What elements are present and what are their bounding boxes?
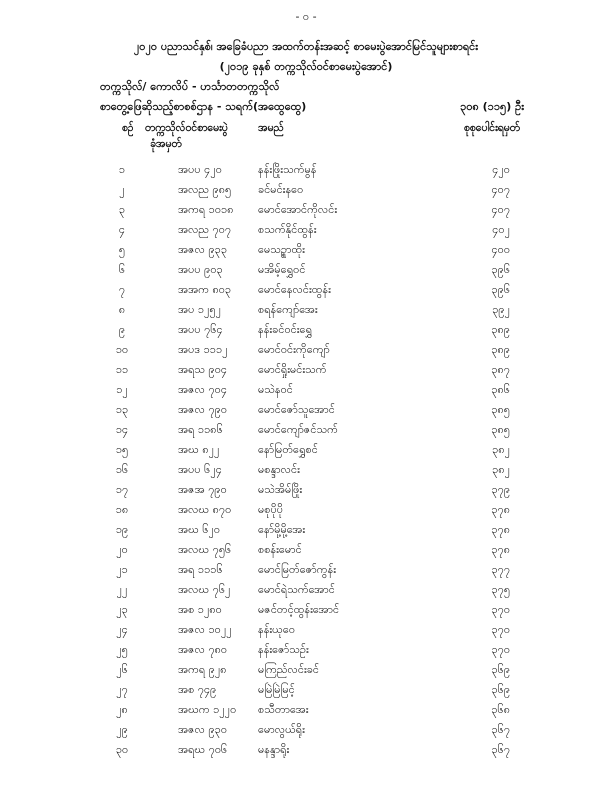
table-row [0, 220, 612, 240]
table-row [0, 400, 612, 420]
row-serial: ၁၅ [115, 443, 129, 456]
row-total-marks: ၃၆၉ [491, 663, 510, 676]
row-name: မေသဉ္စာထိုး [258, 243, 305, 256]
total-count: ၃၀၈ (၁၁၅) ဦး [460, 100, 524, 113]
table-row [0, 280, 612, 300]
header-total-marks: စုစုပေါင်းရမှတ် [463, 122, 520, 134]
row-total-marks: ၄၀၇ [491, 183, 510, 196]
row-roll-number: အလည ၉၈၅ [178, 183, 232, 196]
row-total-marks: ၃၉၂ [492, 303, 510, 316]
row-serial: ၅ [118, 243, 126, 256]
header-roll-number: တက္ကသိုလ်ဝင်စာမေးပွဲ [145, 122, 228, 134]
row-name: မောင်မြတ်ဇော်ကွန်း [258, 563, 337, 576]
row-roll-number: အပဒ ၁၁၁၂ [178, 343, 228, 356]
row-roll-number: အလဃ ၇၅၆ [178, 543, 232, 556]
row-total-marks: ၃၆၇ [491, 743, 510, 756]
row-serial: ၂၂ [116, 583, 128, 596]
row-serial: ၂ [119, 183, 125, 196]
table-row [0, 580, 612, 600]
row-serial: ၁ [118, 163, 126, 176]
row-roll-number: အဃ ၆၂၀ [178, 523, 221, 536]
table-row [0, 440, 612, 460]
table-row [0, 680, 612, 700]
row-roll-number: အဇလ ၇၈၀ [178, 643, 228, 656]
table-row [0, 320, 612, 340]
row-roll-number: အဇလ ၁၀၂၂ [178, 623, 232, 636]
row-total-marks: ၃၈၅ [491, 423, 510, 436]
row-serial: ၂၀ [116, 543, 128, 556]
table-row [0, 640, 612, 660]
row-total-marks: ၃၆၇ [491, 723, 510, 736]
row-name: မကြည်လင်းခင် [258, 663, 320, 676]
table-row [0, 360, 612, 380]
header-name: အမည် [258, 122, 284, 134]
table-row [0, 480, 612, 500]
page-number: - ၀ - [295, 10, 317, 23]
table-row [0, 380, 612, 400]
row-serial: ၁၃ [115, 403, 129, 416]
row-total-marks: ၃၈၂ [492, 443, 510, 456]
row-total-marks: ၃၈၉ [491, 323, 510, 336]
row-total-marks: ၃၇၀ [491, 623, 510, 636]
row-name: နန်းယုဝေ [258, 623, 296, 636]
row-roll-number: အဇအ ၇၉၀ [178, 483, 227, 496]
row-serial: ၂၉ [116, 723, 128, 736]
table-row [0, 200, 612, 220]
row-name: စစန်းမောင် [258, 543, 302, 556]
row-roll-number: အအက ၈၀၃ [178, 283, 232, 296]
row-total-marks: ၄၀၇ [491, 203, 510, 216]
table-row [0, 740, 612, 760]
row-roll-number: အဃ ၈၂၂ [178, 443, 220, 456]
row-total-marks: ၃၇၀ [491, 643, 510, 656]
row-name: နော်မြတ်ရွှေစင် [258, 443, 318, 456]
row-name: စသက်နိုင်ထွန်း [258, 223, 317, 236]
table-row [0, 620, 612, 640]
table-row [0, 560, 612, 580]
document-subtitle: (၂၀၁၉ ခုနှစ် တက္ကသိုလ်ဝင်စာမေးပွဲအောင်) [219, 60, 393, 73]
row-name: မသဲနဝင် [258, 383, 293, 396]
row-total-marks: ၄၂၀ [492, 163, 510, 176]
table-row [0, 660, 612, 680]
results-list [0, 160, 612, 760]
row-roll-number: အစ ၁၂၈၀ [178, 603, 222, 616]
row-roll-number: အကရ ၁၀၁၈ [178, 203, 234, 216]
row-serial: ၇ [118, 283, 126, 296]
row-name: မမြဲမြဲမြင့် [258, 683, 295, 696]
row-roll-number: အရ ၁၁၁၆ [178, 563, 223, 576]
row-serial: ၃၀ [115, 743, 129, 756]
row-serial: ၄ [118, 223, 126, 236]
row-name: နော်မို့မို့အေး [258, 523, 306, 536]
row-serial: ၃ [118, 203, 126, 216]
row-serial: ၂၄ [116, 623, 128, 636]
table-row [0, 540, 612, 560]
row-roll-number: အပပ ၄၂၀ [178, 163, 222, 176]
row-name: စသီတာအေး [258, 703, 309, 716]
row-serial: ၁၈ [115, 503, 129, 516]
row-serial: ၂၈ [116, 703, 128, 716]
row-name: မသဲအိမ်ဖြိုး [258, 483, 303, 496]
row-total-marks: ၄၀၂ [492, 223, 510, 236]
row-roll-number: အကရ ၉၂၈ [178, 663, 227, 676]
document-title: ၂၀၂၀ ပညာသင်နှစ်၊ အခြေခံပညာ အထက်တန်းအဆင့် စာမေးပွဲအောင်မြင်သူများစာရင်း [133, 40, 479, 53]
exam-center-line: စာတွေ့ဖြေဆိုသည့်စာစစ်ဌာန - သရက်(အထွေထွေ) [100, 100, 307, 113]
row-total-marks: ၃၈၅ [491, 403, 510, 416]
row-name: နန်းခင်ဝင်းရွှေ [258, 323, 313, 336]
row-name: မစန္ဒာလင်း [258, 463, 300, 476]
row-roll-number: အဇလ ၇၀၄ [178, 383, 228, 396]
row-roll-number: အပပ ၆၂၄ [178, 463, 222, 476]
table-row [0, 240, 612, 260]
row-serial: ၂၅ [116, 643, 128, 656]
row-roll-number: အဇလ ၇၉၀ [178, 403, 228, 416]
row-serial: ၂၁ [116, 563, 128, 576]
row-serial: ၂၃ [116, 603, 128, 616]
row-serial: ၂၆ [116, 663, 128, 676]
row-serial: ၆ [118, 263, 126, 276]
row-total-marks: ၃၆၉ [491, 683, 510, 696]
row-name: ခင်မင်းနဝေ [258, 183, 304, 196]
header-roll-number-line2: ခုံအမှတ် [150, 138, 182, 150]
header-serial: စဉ် [122, 122, 134, 134]
row-total-marks: ၃၇၅ [491, 583, 510, 596]
row-roll-number: အပပ ၉၀၃ [178, 263, 223, 276]
row-serial: ၁၂ [116, 383, 128, 396]
table-row [0, 720, 612, 740]
row-name: မစုပိုပို [258, 503, 284, 516]
row-roll-number: အလဃ ၇၆၂ [178, 583, 231, 596]
row-roll-number: အပ ၁၂၅၂ [178, 303, 222, 316]
table-row [0, 420, 612, 440]
table-row [0, 500, 612, 520]
row-name: မနန္ဒာရိုး [258, 743, 290, 756]
table-row [0, 460, 612, 480]
row-serial: ၁၆ [115, 463, 129, 476]
row-name: နန်းဖြိုးသက်မွန် [258, 163, 317, 176]
table-row [0, 260, 612, 280]
row-total-marks: ၃၈၆ [491, 383, 510, 396]
row-total-marks: ၃၇၈ [491, 543, 510, 556]
row-total-marks: ၃၇၈ [491, 523, 510, 536]
row-roll-number: အဇလ ၉၃၃ [178, 243, 228, 256]
row-name: မောင်ဇော်သူအောင် [258, 403, 335, 416]
row-roll-number: အပပ ၇၆၄ [178, 323, 223, 336]
row-serial: ၁၄ [115, 423, 129, 436]
row-serial: ၉ [118, 323, 126, 336]
row-name: မောလွယ်ရိုး [258, 723, 305, 736]
university-line: တက္ကသိုလ်/ ကောလိပ် - ဟင်္သာတတက္ကသိုလ် [100, 80, 280, 93]
table-row [0, 700, 612, 720]
row-total-marks: ၃၈၉ [491, 343, 510, 356]
row-total-marks: ၃၆၈ [491, 703, 510, 716]
row-total-marks: ၃၈၇ [491, 363, 510, 376]
row-total-marks: ၃၉၆ [491, 283, 510, 296]
row-name: မောင်ဝင်းကိုကျော် [258, 343, 330, 356]
row-roll-number: အလည ၇၀၇ [178, 223, 232, 236]
row-roll-number: အဇလ ၉၃၀ [178, 723, 228, 736]
table-row [0, 600, 612, 620]
row-total-marks: ၃၇၀ [491, 603, 510, 616]
row-name: မောင်ကျော်ဇင်သက် [258, 423, 338, 436]
row-roll-number: အစ ၇၄၉ [178, 683, 217, 696]
row-roll-number: အဃက ၁၂၂၀ [178, 703, 237, 716]
row-name: မအိမ့်ရွှေဝင် [258, 263, 306, 276]
row-total-marks: ၃၉၆ [491, 263, 510, 276]
row-roll-number: အရသ ၉၀၄ [178, 363, 228, 376]
row-serial: ၁၁ [115, 363, 129, 376]
row-serial: ၂၇ [116, 683, 128, 696]
row-name: မောင်နေလင်းထွန်း [258, 283, 331, 296]
table-row [0, 300, 612, 320]
row-name: မောင်ရှိုးမင်းသက် [258, 363, 327, 376]
row-name: မောင်အောင်ကိုလင်း [258, 203, 338, 216]
row-serial: ၁၇ [115, 483, 129, 496]
row-total-marks: ၃၈၂ [492, 463, 510, 476]
row-name: နန်းဇော်သဉ်း [258, 643, 309, 656]
table-row [0, 180, 612, 200]
row-name: မောင်ရဲသက်အောင် [258, 583, 335, 596]
row-total-marks: ၃၇၈ [491, 503, 510, 516]
row-roll-number: အရ ၁၁၈၆ [178, 423, 223, 436]
row-total-marks: ၃၇၉ [491, 483, 510, 496]
row-roll-number: အလဃ ၈၇၀ [178, 503, 232, 516]
row-total-marks: ၃၇၇ [491, 563, 510, 576]
row-serial: ၁၉ [115, 523, 129, 536]
table-row [0, 340, 612, 360]
row-roll-number: အရဃ ၇၀၆ [178, 743, 228, 756]
row-total-marks: ၄၀၀ [491, 243, 510, 256]
row-name: မဇင်တင့်ထွန်းအောင် [258, 603, 340, 616]
row-name: စရန်ကျော်အေး [258, 303, 318, 316]
row-serial: ၈ [118, 303, 126, 316]
row-serial: ၁၀ [115, 343, 129, 356]
table-row [0, 160, 612, 180]
table-row [0, 520, 612, 540]
